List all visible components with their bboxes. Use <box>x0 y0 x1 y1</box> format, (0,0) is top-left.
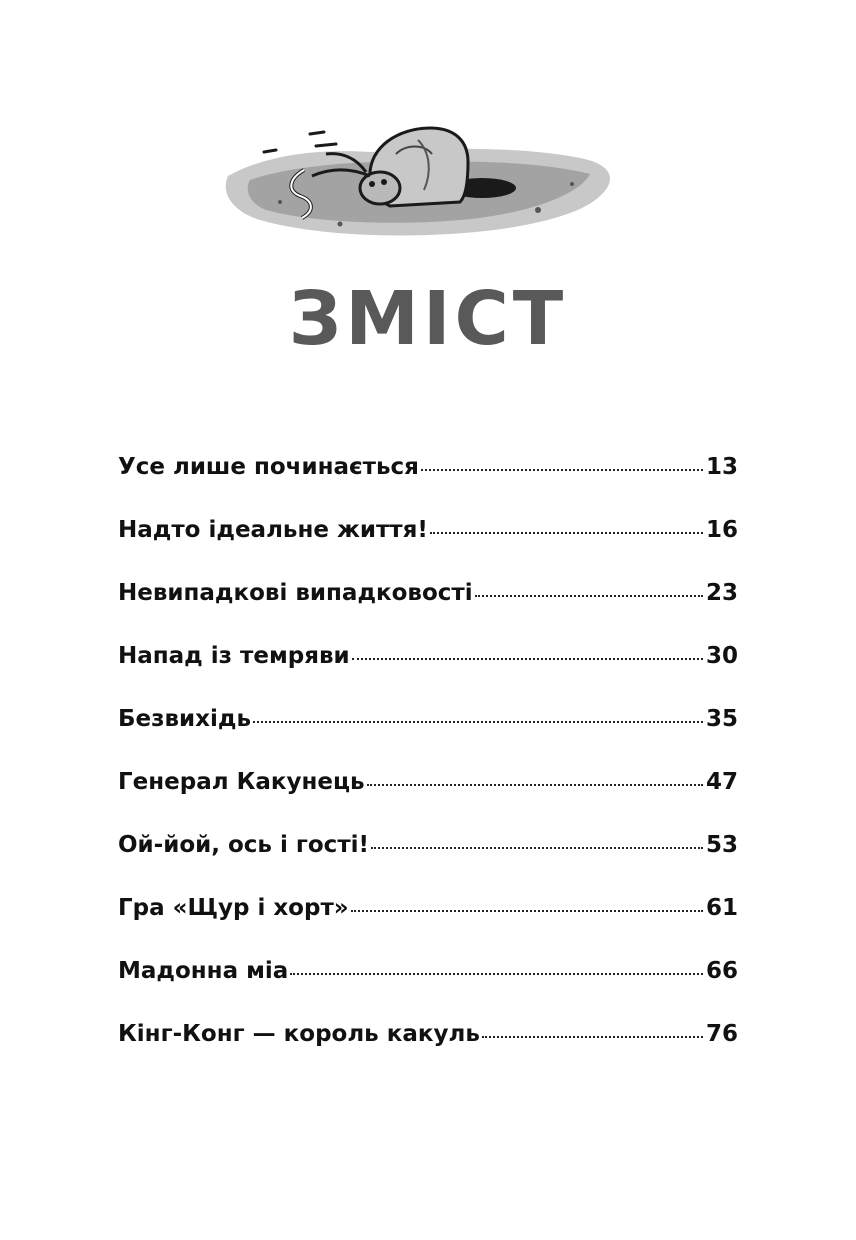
toc-dot-leader <box>367 784 703 786</box>
toc-dot-leader <box>421 469 703 471</box>
toc-entry-title: Ой-йой, ось і гості! <box>118 832 370 858</box>
toc-dot-leader <box>430 532 703 534</box>
toc-entry[interactable] <box>118 895 738 958</box>
toc-entry-page: 35 <box>705 706 738 732</box>
snail-in-mud-icon <box>220 118 620 258</box>
toc-entry-page: 66 <box>705 958 738 984</box>
toc-dot-leader <box>352 658 703 660</box>
toc-entry[interactable] <box>118 832 738 895</box>
toc-entry[interactable] <box>118 958 738 1021</box>
toc-entry[interactable] <box>118 643 738 706</box>
toc-entry-title: Мадонна міа <box>118 958 289 984</box>
toc-entry-title: Напад із темряви <box>118 643 350 669</box>
toc-dot-leader <box>290 973 703 975</box>
toc-dot-leader <box>253 721 703 723</box>
toc-dot-leader <box>351 910 703 912</box>
table-of-contents <box>118 454 738 1084</box>
toc-entry[interactable] <box>118 580 738 643</box>
toc-dot-leader <box>482 1036 703 1038</box>
toc-entry[interactable] <box>118 454 738 517</box>
toc-entry-title: Кінг-Конг — король какуль <box>118 1021 480 1047</box>
toc-entry-page: 23 <box>705 580 738 606</box>
toc-entry-page: 53 <box>705 832 738 858</box>
toc-dot-leader <box>475 595 703 597</box>
toc-entry-title: Надто ідеальне життя! <box>118 517 428 543</box>
toc-dot-leader <box>371 847 703 849</box>
toc-entry-title: Усе лише починається <box>118 454 419 480</box>
toc-entry-page: 13 <box>705 454 738 480</box>
toc-entry-title: Безвихідь <box>118 706 252 732</box>
toc-entry-page: 30 <box>705 643 738 669</box>
page-title: ЗМІСТ <box>288 276 568 362</box>
toc-entry-page: 76 <box>705 1021 738 1047</box>
toc-entry-title: Гра «Щур і хорт» <box>118 895 349 921</box>
toc-entry-title: Невипадкові випадковості <box>118 580 473 606</box>
toc-entry[interactable] <box>118 706 738 769</box>
toc-entry-title: Генерал Какунець <box>118 769 365 795</box>
toc-entry[interactable] <box>118 517 738 580</box>
toc-entry-page: 47 <box>705 769 738 795</box>
toc-entry[interactable] <box>118 1021 738 1084</box>
toc-entry-page: 16 <box>705 517 738 543</box>
toc-entry-page: 61 <box>705 895 738 921</box>
toc-entry[interactable] <box>118 769 738 832</box>
